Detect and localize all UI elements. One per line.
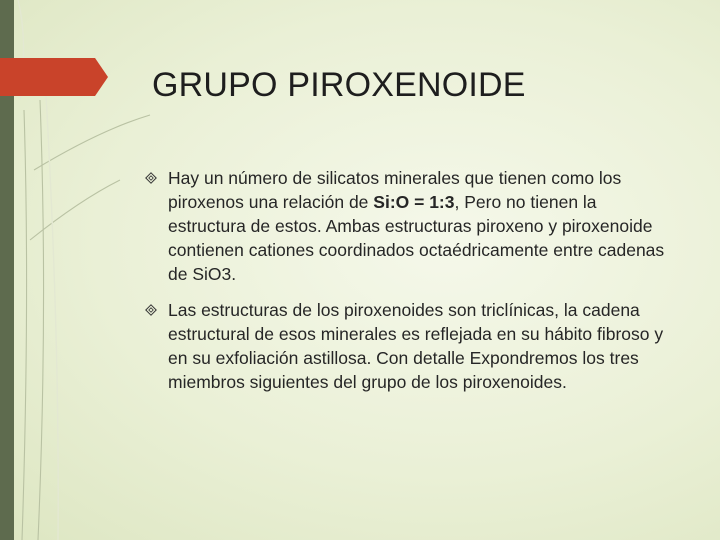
diamond-bullet-icon — [145, 172, 157, 184]
bullet-item-1 — [145, 166, 677, 286]
bullet-list — [145, 166, 677, 406]
bullet-2-text: Las estructuras de los piroxenoides son triclínicas, la cadena estructural de esos minerales es reflejada en su hábito fibroso y en su exfoliación astillosa. Con detalle Expondremos los tres miembros siguientes del grupo de los piroxenoides. — [168, 300, 664, 392]
slide-title: GRUPO PIROXENOIDE — [152, 66, 526, 104]
ratio-text: Si:O = 1:3 — [373, 192, 455, 212]
title-accent-tab — [0, 58, 108, 96]
diamond-bullet-icon — [145, 304, 157, 316]
bullet-1-text: Hay un número de silicatos minerales que tienen como los piroxenos una relación de Si:O = 1:3, Pero no tienen la estructura de estos. Ambas estructuras piroxeno y piroxenoide contienen cationes coordinados octaédricamente entre cadenas de SiO3. — [168, 168, 665, 284]
bullet-item-2 — [145, 298, 677, 394]
